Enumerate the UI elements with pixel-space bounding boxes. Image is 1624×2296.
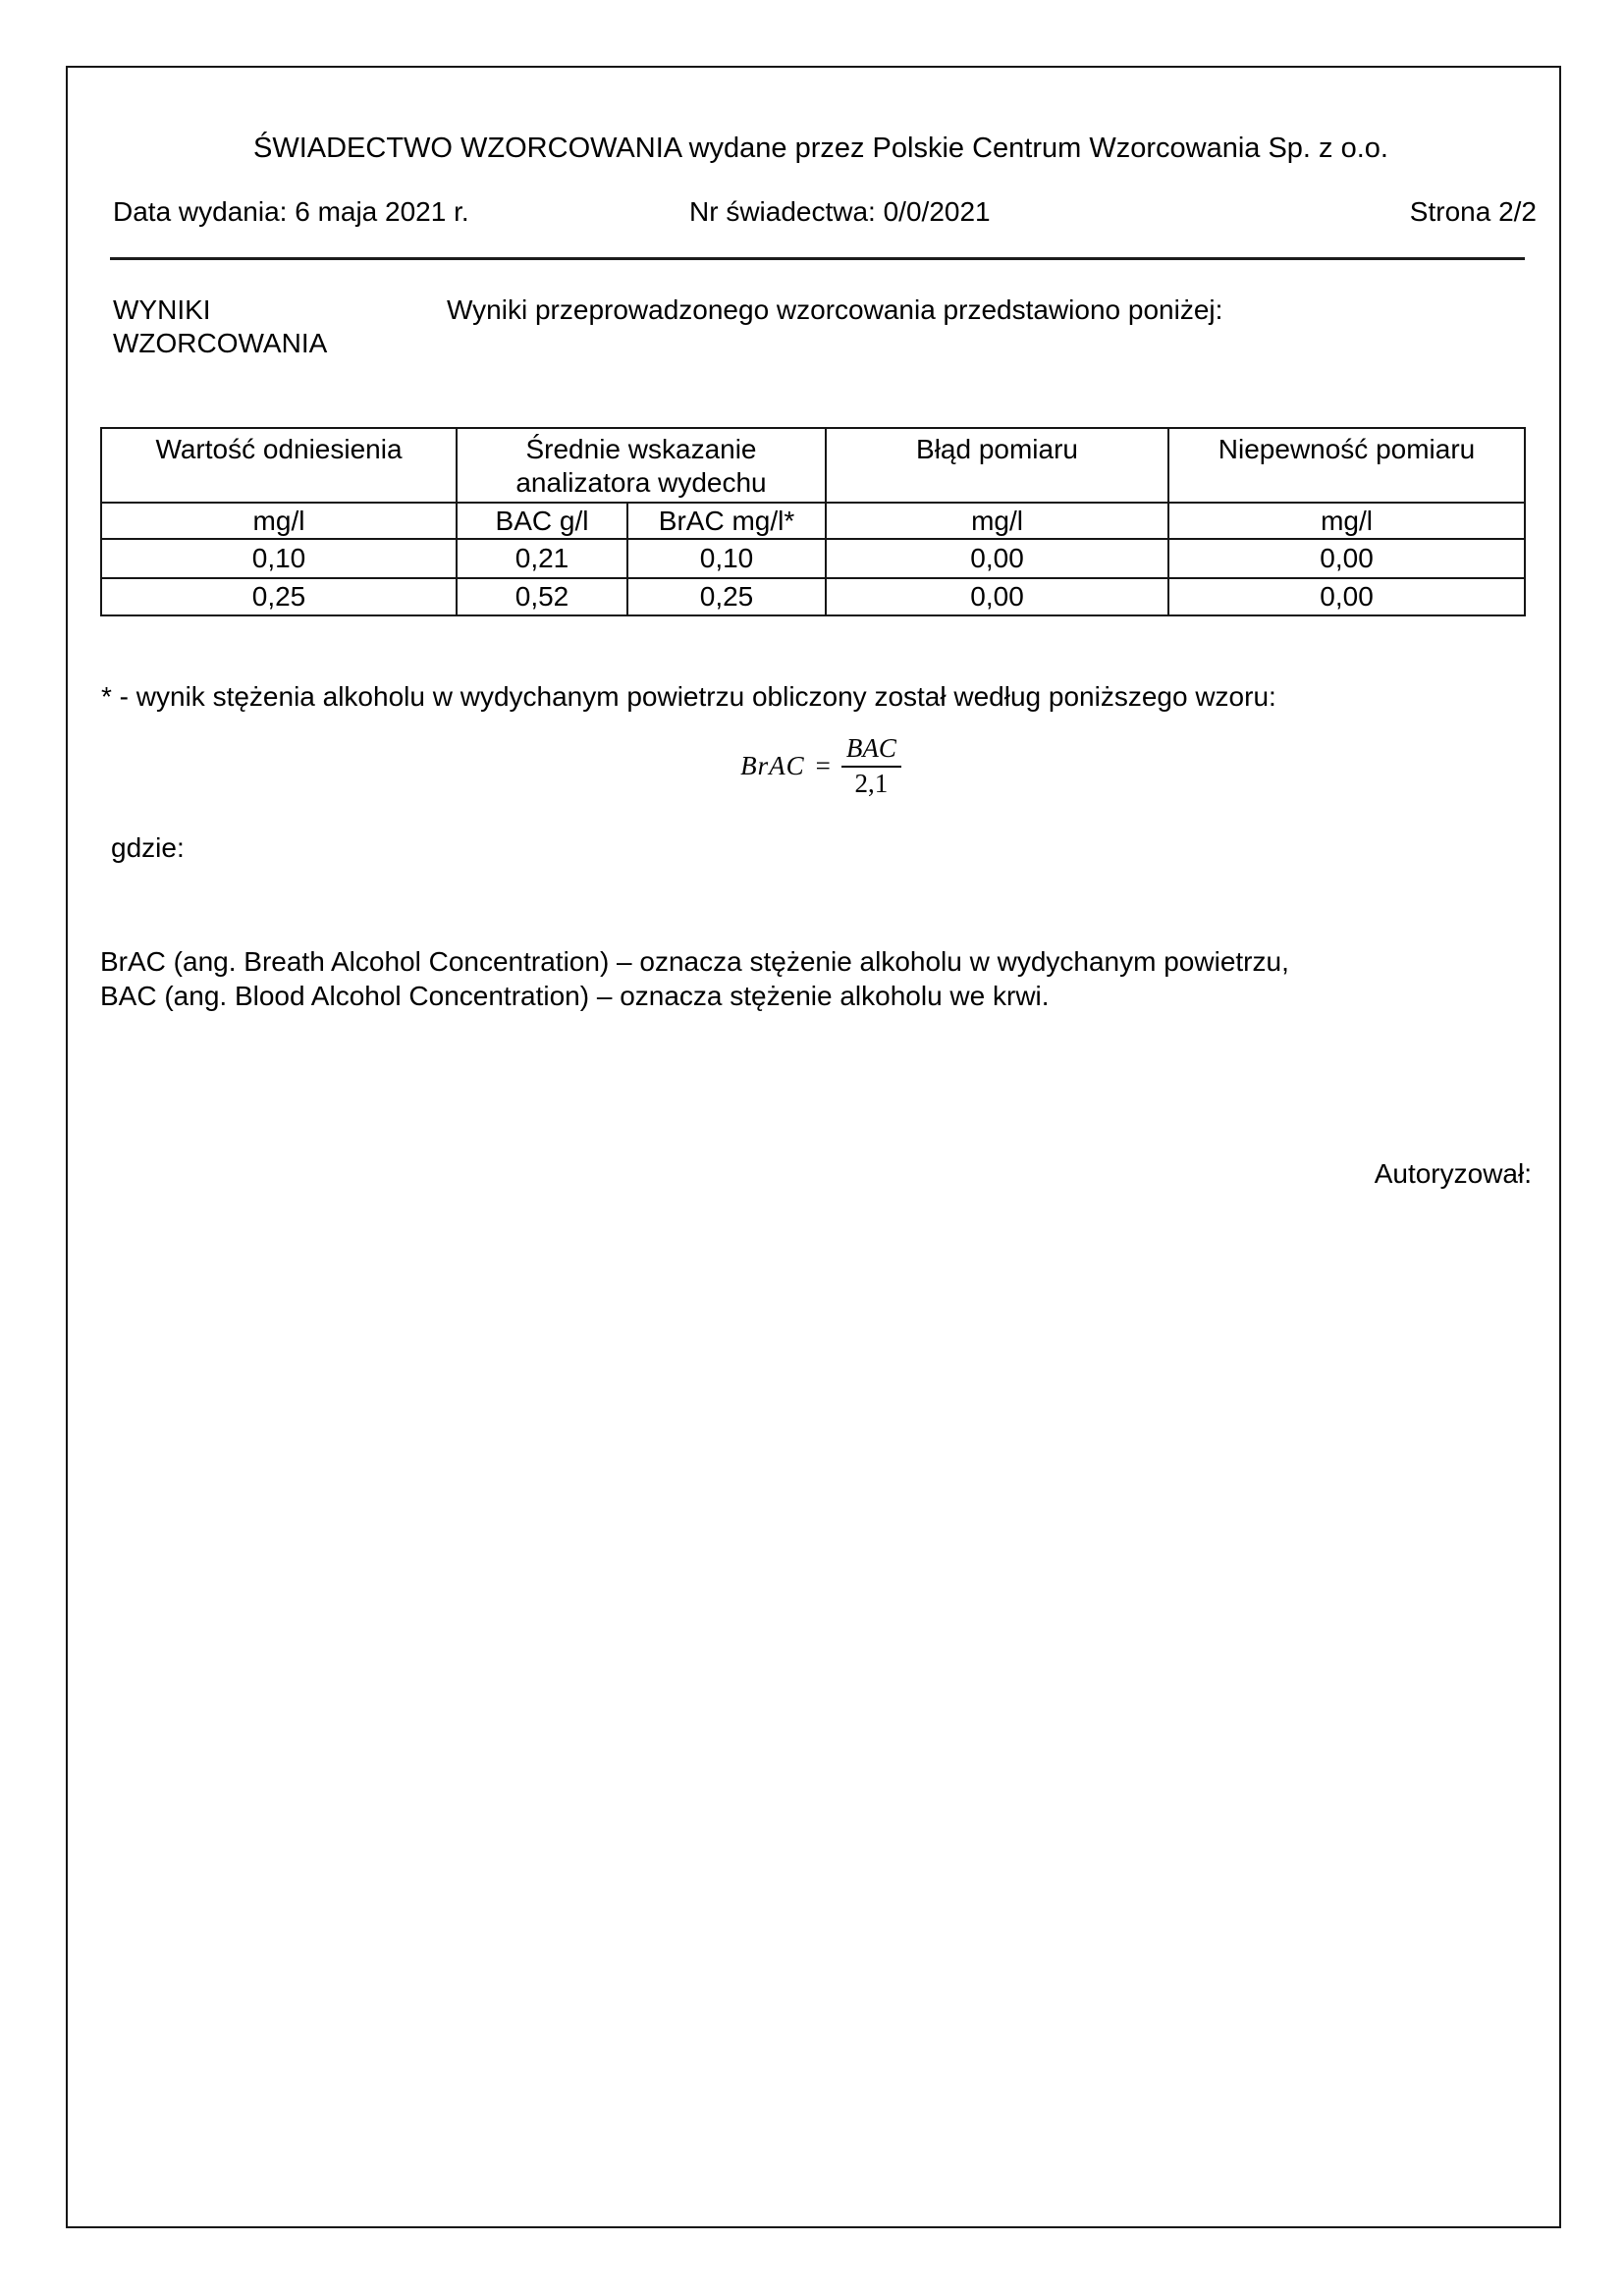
where-label: gdzie:	[111, 832, 185, 863]
unit-cell: mg/l	[826, 503, 1168, 539]
formula-footnote: * - wynik stężenia alkoholu w wydychanym powietrzu obliczony został według poniższego wzoru:	[101, 681, 1276, 712]
definitions-block	[100, 944, 1289, 1013]
results-intro: Wyniki przeprowadzonego wzorcowania przedstawiono poniżej:	[447, 294, 1223, 325]
value-cell: 0,25	[101, 578, 457, 615]
formula-lhs: BrAC	[740, 751, 805, 780]
value-cell: 0,10	[101, 539, 457, 578]
col-header-mean-indication: Średnie wskazanie analizatora wydechu	[457, 428, 826, 503]
header-meta-row	[110, 195, 1537, 229]
col-header-measurement-error: Błąd pomiaru	[826, 428, 1168, 503]
results-section-heading	[113, 294, 327, 360]
certificate-number: Nr świadectwa: 0/0/2021	[689, 196, 991, 227]
bac-definition: BAC (ang. Blood Alcohol Concentration) – oznacza stężenie alkoholu we krwi.	[100, 981, 1050, 1011]
value-cell: 0,00	[1168, 539, 1525, 578]
table-header-row	[101, 428, 1525, 503]
value-cell: 0,21	[457, 539, 627, 578]
page-border	[66, 66, 1561, 2228]
formula-denominator: 2,1	[854, 769, 889, 798]
table-row	[101, 578, 1525, 615]
table-units-row	[101, 503, 1525, 539]
unit-cell: mg/l	[1168, 503, 1525, 539]
formula-numerator: BAC	[841, 734, 901, 768]
results-heading-line1: WYNIKI	[113, 294, 211, 325]
results-table	[100, 427, 1526, 616]
brac-formula	[110, 734, 1532, 798]
brac-definition: BrAC (ang. Breath Alcohol Concentration) – oznacza stężenie alkoholu w wydychanym powietrzu,	[100, 946, 1289, 977]
authorized-by-label: Autoryzował:	[1374, 1158, 1532, 1189]
results-heading-line2: WZORCOWANIA	[113, 328, 328, 358]
formula-equals-sign: =	[815, 751, 831, 780]
issue-date: Data wydania: 6 maja 2021 r.	[113, 196, 469, 227]
formula-fraction	[841, 734, 901, 798]
page-number: Strona 2/2	[1409, 196, 1537, 227]
value-cell: 0,00	[826, 539, 1168, 578]
header-divider-rule	[110, 257, 1525, 260]
col-header-measurement-uncertainty: Niepewność pomiaru	[1168, 428, 1525, 503]
value-cell: 0,25	[627, 578, 826, 615]
certificate-title: ŚWIADECTWO WZORCOWANIA wydane przez Polskie Centrum Wzorcowania Sp. z o.o.	[253, 133, 1388, 164]
unit-cell: mg/l	[101, 503, 457, 539]
value-cell: 0,52	[457, 578, 627, 615]
value-cell: 0,10	[627, 539, 826, 578]
table-row	[101, 539, 1525, 578]
col-header-reference-value: Wartość odniesienia	[101, 428, 457, 503]
value-cell: 0,00	[826, 578, 1168, 615]
unit-cell: BAC g/l	[457, 503, 627, 539]
value-cell: 0,00	[1168, 578, 1525, 615]
unit-cell: BrAC mg/l*	[627, 503, 826, 539]
